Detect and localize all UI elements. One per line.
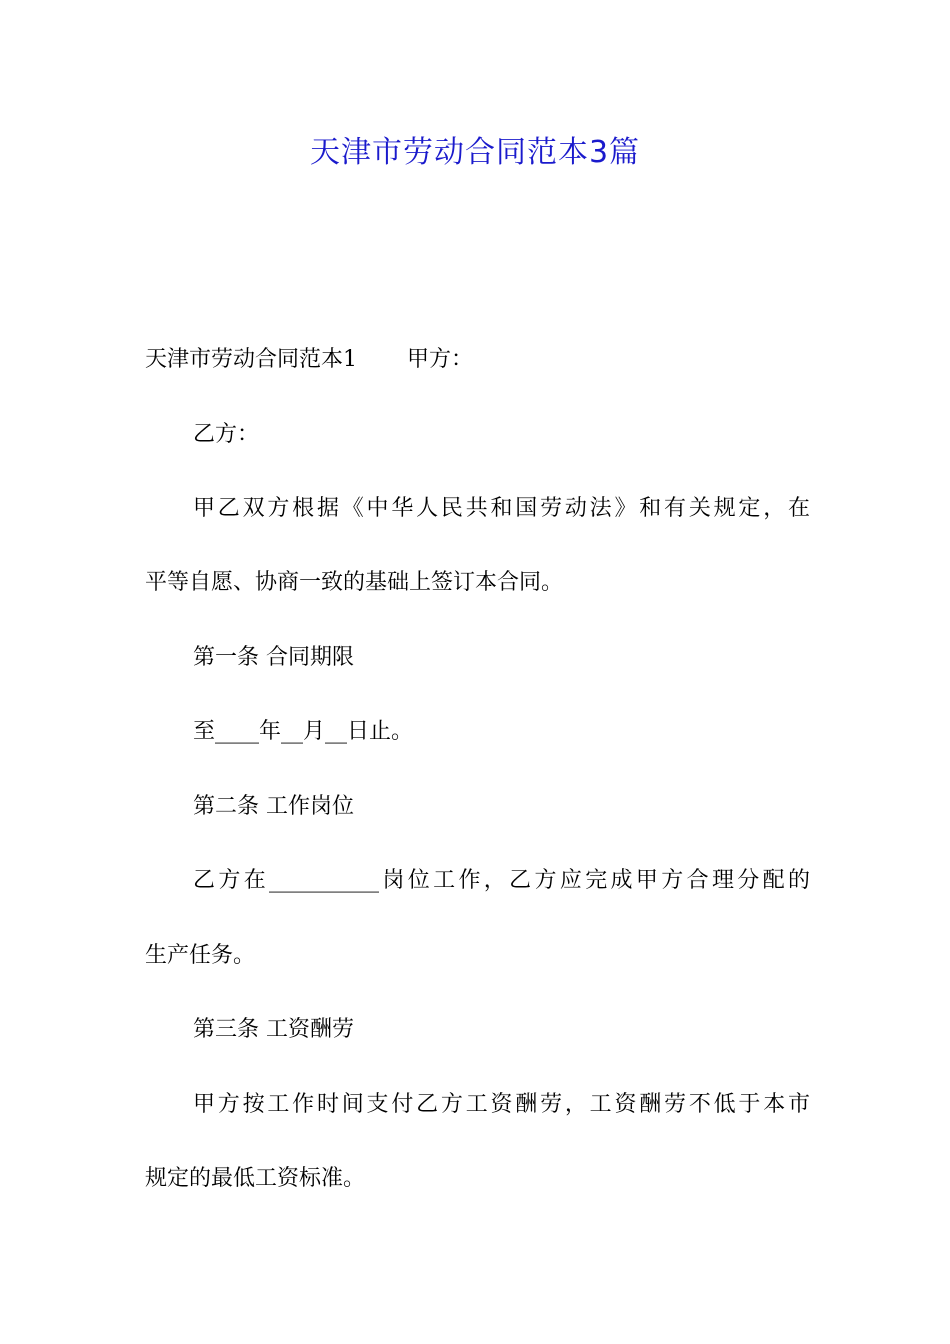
article-heading: 第一条 合同期限: [193, 645, 354, 670]
party-b-label: 乙方：: [193, 422, 260, 447]
paragraph-line: 甲乙双方根据《中华人民共和国劳动法》和有关规定，在: [193, 496, 810, 521]
paragraph-line: 甲方按工作时间支付乙方工资酬劳，工资酬劳不低于本市: [193, 1092, 810, 1117]
paragraph-line: [145, 345, 473, 375]
article-heading: 第二条 工作岗位: [193, 794, 354, 819]
document-title: 天津市劳动合同范本3篇: [309, 135, 641, 170]
article-heading: 第三条 工资酬劳: [193, 1017, 354, 1042]
paragraph-line: 生产任务。: [145, 943, 256, 968]
contract-heading: 天津市劳动合同范本1: [145, 347, 357, 372]
party-a-label: 甲方：: [407, 347, 474, 372]
paragraph-line: 平等自愿、协商一致的基础上签订本合同。: [145, 570, 564, 595]
paragraph-line: 乙方在__________岗位工作，乙方应完成甲方合理分配的: [193, 868, 810, 893]
paragraph-line: 至____年__月__日止。: [193, 719, 414, 744]
paragraph-line: 规定的最低工资标准。: [145, 1166, 366, 1191]
